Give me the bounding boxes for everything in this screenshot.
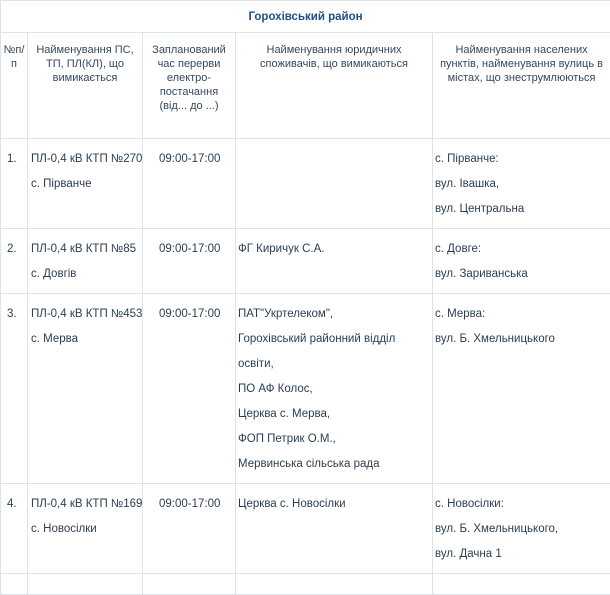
- location-line: вул. Б. Хмельницького: [435, 333, 610, 346]
- row-number-text: 4.: [7, 498, 27, 511]
- footer-cell: [1, 574, 28, 595]
- location-line: вул. Дачна 1: [435, 548, 610, 561]
- location-line: вул. Івашка,: [435, 178, 610, 191]
- locations-cell: [433, 484, 610, 574]
- header-number: №п/п: [1, 33, 28, 139]
- table-title-row: [1, 1, 610, 33]
- substation-line: с. Довгів: [31, 268, 142, 281]
- time-cell: [143, 294, 236, 484]
- table-row: [1, 294, 610, 484]
- consumers-cell: [236, 294, 433, 484]
- consumer-line: Церква с. Новосілки: [238, 498, 432, 511]
- location-line: вул. Зариванська: [435, 268, 610, 281]
- time-text: 09:00-17:00: [159, 153, 235, 166]
- row-number: [1, 139, 28, 229]
- time-text: 09:00-17:00: [159, 243, 235, 256]
- consumer-line: ФОП Петрик О.М.,: [238, 433, 432, 446]
- consumers-cell: [236, 484, 433, 574]
- footer-cell: [236, 574, 433, 595]
- footer-cell: [433, 574, 610, 595]
- substation-line: ПЛ-0,4 кВ КТП №453: [31, 308, 142, 321]
- location-line: с. Мерва:: [435, 308, 610, 321]
- header-consumers: Найменування юридичних споживачів, що вимикаються: [236, 33, 433, 139]
- substation-line: с. Мерва: [31, 333, 142, 346]
- header-time: Запланований час перерви електро-постачання (від... до ...): [143, 33, 236, 139]
- row-number: [1, 229, 28, 294]
- table-header-row: [1, 33, 610, 139]
- consumers-cell: [236, 139, 433, 229]
- table-row: [1, 484, 610, 574]
- substation-cell: [28, 229, 143, 294]
- time-cell: [143, 139, 236, 229]
- location-line: с. Пірванче:: [435, 153, 610, 166]
- location-line: с. Довге:: [435, 243, 610, 256]
- footer-cell: [28, 574, 143, 595]
- consumer-line: ПО АФ Колос,: [238, 383, 432, 396]
- table-row: [1, 139, 610, 229]
- header-locations: Найменування населених пунктів, найменування вулиць в містах, що знеструмлюються: [433, 33, 610, 139]
- time-text: 09:00-17:00: [159, 498, 235, 511]
- substation-line: ПЛ-0,4 кВ КТП №270: [31, 153, 142, 166]
- substation-cell: [28, 294, 143, 484]
- row-number-text: 1.: [7, 153, 27, 166]
- time-cell: [143, 484, 236, 574]
- consumer-line: Горохівський районний відділ: [238, 333, 432, 346]
- row-number-text: 2.: [7, 243, 27, 256]
- table-row: [1, 229, 610, 294]
- substation-line: с. Новосілки: [31, 523, 142, 536]
- consumers-cell: [236, 229, 433, 294]
- time-cell: [143, 229, 236, 294]
- consumer-line: ФГ Киричук С.А.: [238, 243, 432, 256]
- district-title: Горохівський район: [1, 1, 610, 33]
- table-footer-row: [1, 574, 610, 595]
- locations-cell: [433, 294, 610, 484]
- location-line: вул. Б. Хмельницького,: [435, 523, 610, 536]
- row-number: [1, 294, 28, 484]
- locations-cell: [433, 139, 610, 229]
- substation-line: ПЛ-0,4 кВ КТП №169: [31, 498, 142, 511]
- consumer-line: ПАТ"Укртелеком",: [238, 308, 432, 321]
- footer-cell: [143, 574, 236, 595]
- location-line: вул. Центральна: [435, 203, 610, 216]
- consumer-line: Церква с. Мерва,: [238, 408, 432, 421]
- locations-cell: [433, 229, 610, 294]
- time-text: 09:00-17:00: [159, 308, 235, 321]
- substation-cell: [28, 139, 143, 229]
- row-number-text: 3.: [7, 308, 27, 321]
- header-substation: Найменування ПС, ТП, ПЛ(КЛ), що вимикається: [28, 33, 143, 139]
- substation-cell: [28, 484, 143, 574]
- consumer-line: Мервинська сільська рада: [238, 458, 432, 471]
- substation-line: с. Пірванче: [31, 178, 142, 191]
- row-number: [1, 484, 28, 574]
- consumer-line: освіти,: [238, 358, 432, 371]
- location-line: с. Новосілки:: [435, 498, 610, 511]
- substation-line: ПЛ-0,4 кВ КТП №85: [31, 243, 142, 256]
- table-body: [1, 139, 610, 574]
